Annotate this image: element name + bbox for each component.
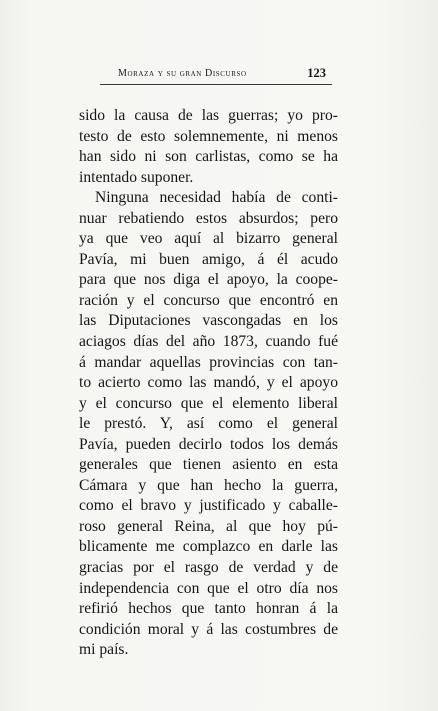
running-head-title: Moraza y su gran Discurso [118,68,247,79]
text-line: testo de esto solemnemente, ni menos [79,127,338,145]
text-line: ración y el concurso que encontró en [79,291,338,309]
text-line: para que nos diga el apoyo, la coope- [79,271,338,289]
text-line: roso general Reina, al que hoy pú- [79,517,338,535]
text-line: y el concurso que el elemento liberal [79,394,338,412]
text-line: nuar rebatiendo estos absurdos; pero [79,209,338,227]
text-line: Pavía, mi buen amigo, á él acudo [79,250,338,268]
text-line: han sido ni son carlistas, como se ha [79,148,338,166]
text-line: le prestó. Y, así como el general [79,415,338,433]
text-line: aciagos días del año 1873, cuando fué [79,333,338,351]
text-line: refirió hechos que tanto honran á la [79,600,338,618]
text-line: independencia con que el otro día nos [79,579,338,597]
text-line: generales que tienen asiento en esta [79,456,338,474]
text-line: to acierto como las mandó, y el apoyo [79,374,338,392]
text-line: ya que veo aquí al bizarro general [79,230,338,248]
page-number: 123 [307,66,326,80]
text-line: gracias por el rasgo de verdad y de [79,559,338,577]
text-line: Ninguna necesidad había de conti- [95,189,338,207]
text-line: como el bravo y justificado y caballe- [79,497,338,515]
text-line: mi país. [79,641,129,659]
text-line: á mandar aquellas provincias con tan- [79,353,338,371]
running-head [100,66,332,84]
text-line: intentado suponer. [79,168,194,186]
text-line: las Diputaciones vascongadas en los [79,312,338,330]
text-line: Cámara y que han hecho la guerra, [79,476,338,494]
text-line: condición moral y á las costumbres de [79,620,338,638]
text-line: sido la causa de las guerras; yo pro- [79,107,338,124]
text-line: Pavía, pueden decirlo todos los demás [79,435,338,453]
text-line: blicamente me complazco en darle las [79,538,338,556]
header-rule [100,84,332,85]
body-text [79,106,338,661]
